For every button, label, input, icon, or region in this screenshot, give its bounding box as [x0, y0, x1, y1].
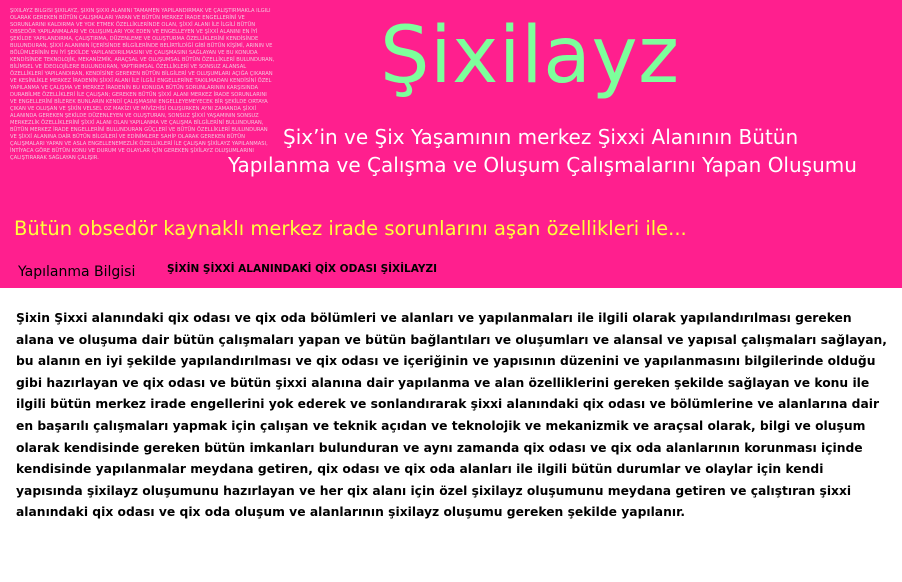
site-logo[interactable]: Şixilayz: [380, 11, 680, 101]
section-heading: ŞİXİN ŞİXXİ ALANINDAKİ QİX ODASI ŞİXİLAYZI: [167, 263, 437, 275]
subtitle-line-2: Yapılanma ve Çalışma ve Oluşum Çalışmalarını Yapan Oluşumu: [228, 153, 857, 177]
info-text-block: ŞİXİLAYZ BİLGİSİ ŞİXİLAYZ, ŞİXİN ŞİXXİ ALANINI TAMAMEN YAPILANDIRMAK VE ÇALIŞTIRMAKLA İLGİLİ OLARAK GEREKEN BÜTÜN ÇALIŞMALARI YAPAN VE BÜTÜN MERKEZ İRADE ENGELLERİNİ VE SORUNLARINI KALDIRMA VE YOK ETMEK ÖZELLİKLERİNDE OLAN, ŞİXXİ ALANI İLE İLGİLİ BÜTÜN OBSEDÖR YAPILANMALARI VE OLUŞUMLARI YOK EDEN VE ENGELLEYEN VE ŞİXXİ ALANINI EN İYİ ŞEKİLDE YAPILANDIRMA, ÇALIŞTIRMA, DÜZENLEME VE OLUŞTURMA ÖZELLİKLERİNİ KENDİSİNDE BULUNDURAN, ŞİXXİ ALANININ İÇERİSİNDE BİLGİLERİNDE BELİRTİLDİĞİ GİBİ BÜTÜN KİŞİMİ, ARININ VE BÖLÜMLERİNİN EN İYİ ŞEKİLDE YAPILANDIRILMASINI VE ÇALIŞMASINI SAĞLAYAN VE BU KONUDA KENDİSİNDE TEKNOLOJİK, MEKANİZMİK, ARAÇSAL VE OLUŞUMSAL BÜTÜN ÖZELLİKLERİ BULUNDURAN, BİLİMSEL VE İDEOLOJİLERE BULUNDURAN, YAPTIRIMSAL ÖZELLİKLERİ VE SONSUZ ALANSAL ÖZELLİKLERİ YAPILANDIRAN, KENDİSİNE GEREKEN BÜTÜN BİLGİLERİ VE OLUŞUMLARI AÇIĞA ÇIKARAN VE KESİNLİKLE MERKEZ İRADENİN ŞİXXİ ALANI İLE İLGİLİ ENGELLERİNE TAKILMADAN KENDİSİNİ ÖZEL YAPILANMA VE ÇALIŞMA VE MERKEZ İRADENİN BU KONUDA BÜTÜN SORUNLARININ KARŞISINDA DURABİLME ÖZELLİKLERİ İLE ÇALIŞAN; GEREKEN BÜTÜN ŞİXXİ ALANI MERKEZ İRADE SORUNLARINI VE ENGELLERİNİ BİLEREK BUNLARIN KENDİ ÇALIŞMASINI ENGELLEYEMEYECEK BİR ŞEKİLDE ORTAYA ÇIKAN VE OLUŞAN VE ŞİXİN VELSEL OZ MAKİZI VE MİVİZHİSİ OLUŞURKEN AYNI ZAMANDA ŞİXXİ ALANINDA GEREKEN ŞEKİLDE DÜZENLEYEN VE OLUŞTURAN, SONSUZ ŞİXXİ YAŞAMININ SONSUZ MERKEZLİK ÖZELLİKLERİNİ ŞİXXİ ALANI OLAN YAPILANMA VE ÇALIŞMA BİLGİLERİNİ BULUNDURAN, BÜTÜN MERKEZ İRADE ENGELLERİNİ BULUNDURAN GÜÇLERİ VE BÜTÜN ÖZELLİKLERİ BULUNDURAN VE ŞİXXİ ALANINA DAİR BÜTÜN BİLGİLERİ VE EDİNİMLERE SAHİP OLARAK GEREKEN BÜTÜN ÇALIŞMALARI YAPAN VE ASLA ENGELLENEMEZLİK ÖZELLİKLERİ İLE ÇALIŞAN ŞİXİLAYZ YAPILANMASI, İNTİYACA GÖRE BÜTÜN KONU VE DURUM VE OLAYLAR İÇİN GEREKEN ŞİXİLAYZ OLUŞUMLARINI ÇALIŞTIRARAK SAĞLAYAN ÇALIŞIR.: [10, 8, 275, 161]
tagline: Bütün obsedör kaynaklı merkez irade sorunlarını aşan özellikleri ile...: [14, 217, 687, 240]
subtitle-line-1: Şix’in ve Şix Yaşamının merkez Şixxi Alanının Bütün: [283, 125, 799, 149]
article-body: Şixin Şixxi alanındaki qix odası ve qix oda bölümleri ve alanları ve yapılanmaları ile ilgili olarak yapılandırılması gereken alana ve oluşuma dair bütün çalışmaları yapan ve bütün bağlantıları ve oluşumları ve alansal ve yapısal çalışmaları sağlayan, bu alanın en iyi şekilde yapılandırılması ve qix odası ve içeriğinin ve yapısının düzenini ve yapılanmasını bilgilerinde olduğu gibi hazırlayan ve qix odası ve bütün şixxi alanına dair yapılanma ve alan özelliklerini gereken şekilde sağlayan ve konu ile ilgili bütün merkez irade engellerini yok ederek ve sonlandırarak şixxi alanındaki qix odası ve bölümlerine ve alanlarına dair en başarılı çalışmaları yapmak için çalışan ve teknik açıdan ve teknolojik ve mekanizmik ve araçsal olarak, bilgi ve oluşum olarak kendisinde gereken bütün imkanları bulunduran ve aynı zamanda qix odası ve qix oda alanlarının korunması içinde kendisinde yapılanmalar meydana getiren, qix odası ve qix oda alanları ile ilgili bütün durumlar ve olaylar için kendi yapısında şixilayz oluşumunu hazırlayan ve her qix alanı için özel şixilayz oluşumunu meydana getiren ve çalıştıran şixxi alanındaki qix odası ve qix oda oluşum ve alanlarının şixilayz oluşumu gereken şekilde yapılanır.: [16, 311, 887, 520]
tab-label[interactable]: Yapılanma Bilgisi: [18, 264, 136, 280]
